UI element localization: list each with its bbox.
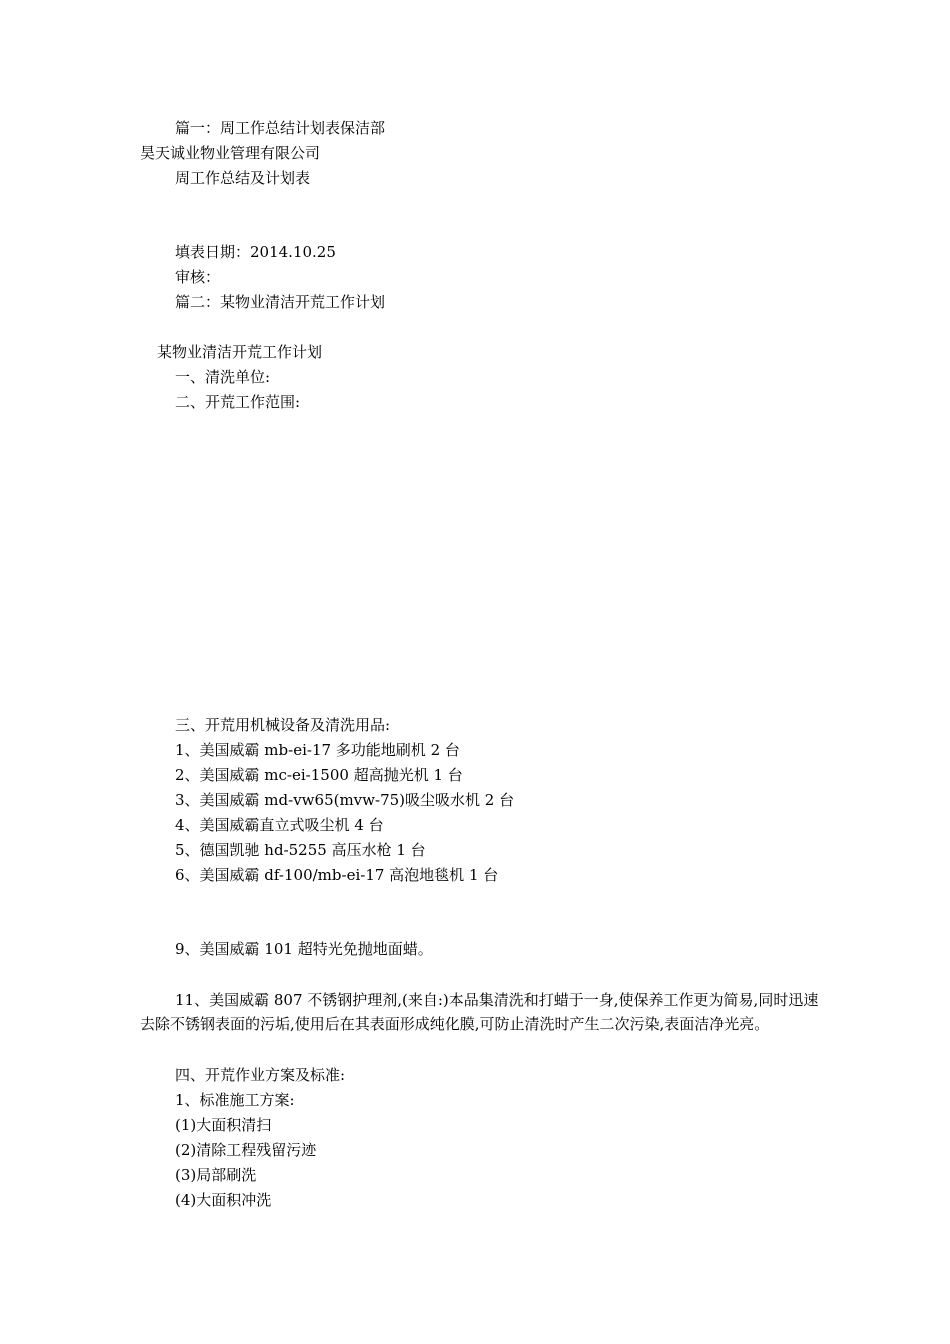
step-item: (1)大面积清扫 — [175, 1116, 272, 1134]
section-heading-1: 篇一：周工作总结计划表保洁部 — [175, 119, 386, 137]
item-equipment-heading: 三、开荒用机械设备及清洗用品: — [175, 716, 391, 734]
step-item: (3)局部刷洗 — [175, 1166, 257, 1184]
equipment-item: 9、美国威霸 101 超特光免抛地面蜡。 — [175, 940, 433, 958]
plan-title: 某物业清洁开荒工作计划 — [157, 343, 323, 361]
equipment-item: 6、美国威霸 df-100/mb-ei-17 高泡地毯机 1 台 — [175, 866, 499, 884]
equipment-item: 5、德国凯驰 hd-5255 高压水枪 1 台 — [175, 841, 426, 859]
item-work-scope: 二、开荒工作范围: — [175, 393, 301, 411]
step-item: (4)大面积冲洗 — [175, 1191, 272, 1209]
item-scheme-heading: 四、开荒作业方案及标准: — [175, 1066, 346, 1084]
section-heading-2: 篇二：某物业清洁开荒工作计划 — [175, 293, 386, 311]
form-title: 周工作总结及计划表 — [175, 169, 311, 187]
equipment-item: 2、美国威霸 mc-ei-1500 超高抛光机 1 台 — [175, 766, 463, 784]
company-name: 昊天诚业物业管理有限公司 — [140, 144, 321, 162]
review-label: 审核： — [175, 268, 221, 286]
fill-date: 填表日期：2014.10.25 — [175, 243, 336, 261]
item-cleaning-unit: 一、清洗单位: — [175, 368, 271, 386]
sub-heading-standard: 1、标准施工方案: — [175, 1091, 295, 1109]
step-item: (2)清除工程残留污迹 — [175, 1141, 317, 1159]
equipment-item: 4、美国威霸直立式吸尘机 4 台 — [175, 816, 384, 834]
equipment-paragraph: 11、美国威霸 807 不锈钢护理剂,(来自:)本品集清洗和打蜡于一身,使保养工作更为简易,同时迅速去除不锈钢表面的污垢,使用后在其表面形成纯化膜,可防止清洗时产生二次污染,表面洁净光亮。 — [140, 991, 819, 1033]
equipment-item: 1、美国威霸 mb-ei-17 多功能地刷机 2 台 — [175, 741, 460, 759]
equipment-item: 3、美国威霸 md-vw65(mvw-75)吸尘吸水机 2 台 — [175, 791, 515, 809]
